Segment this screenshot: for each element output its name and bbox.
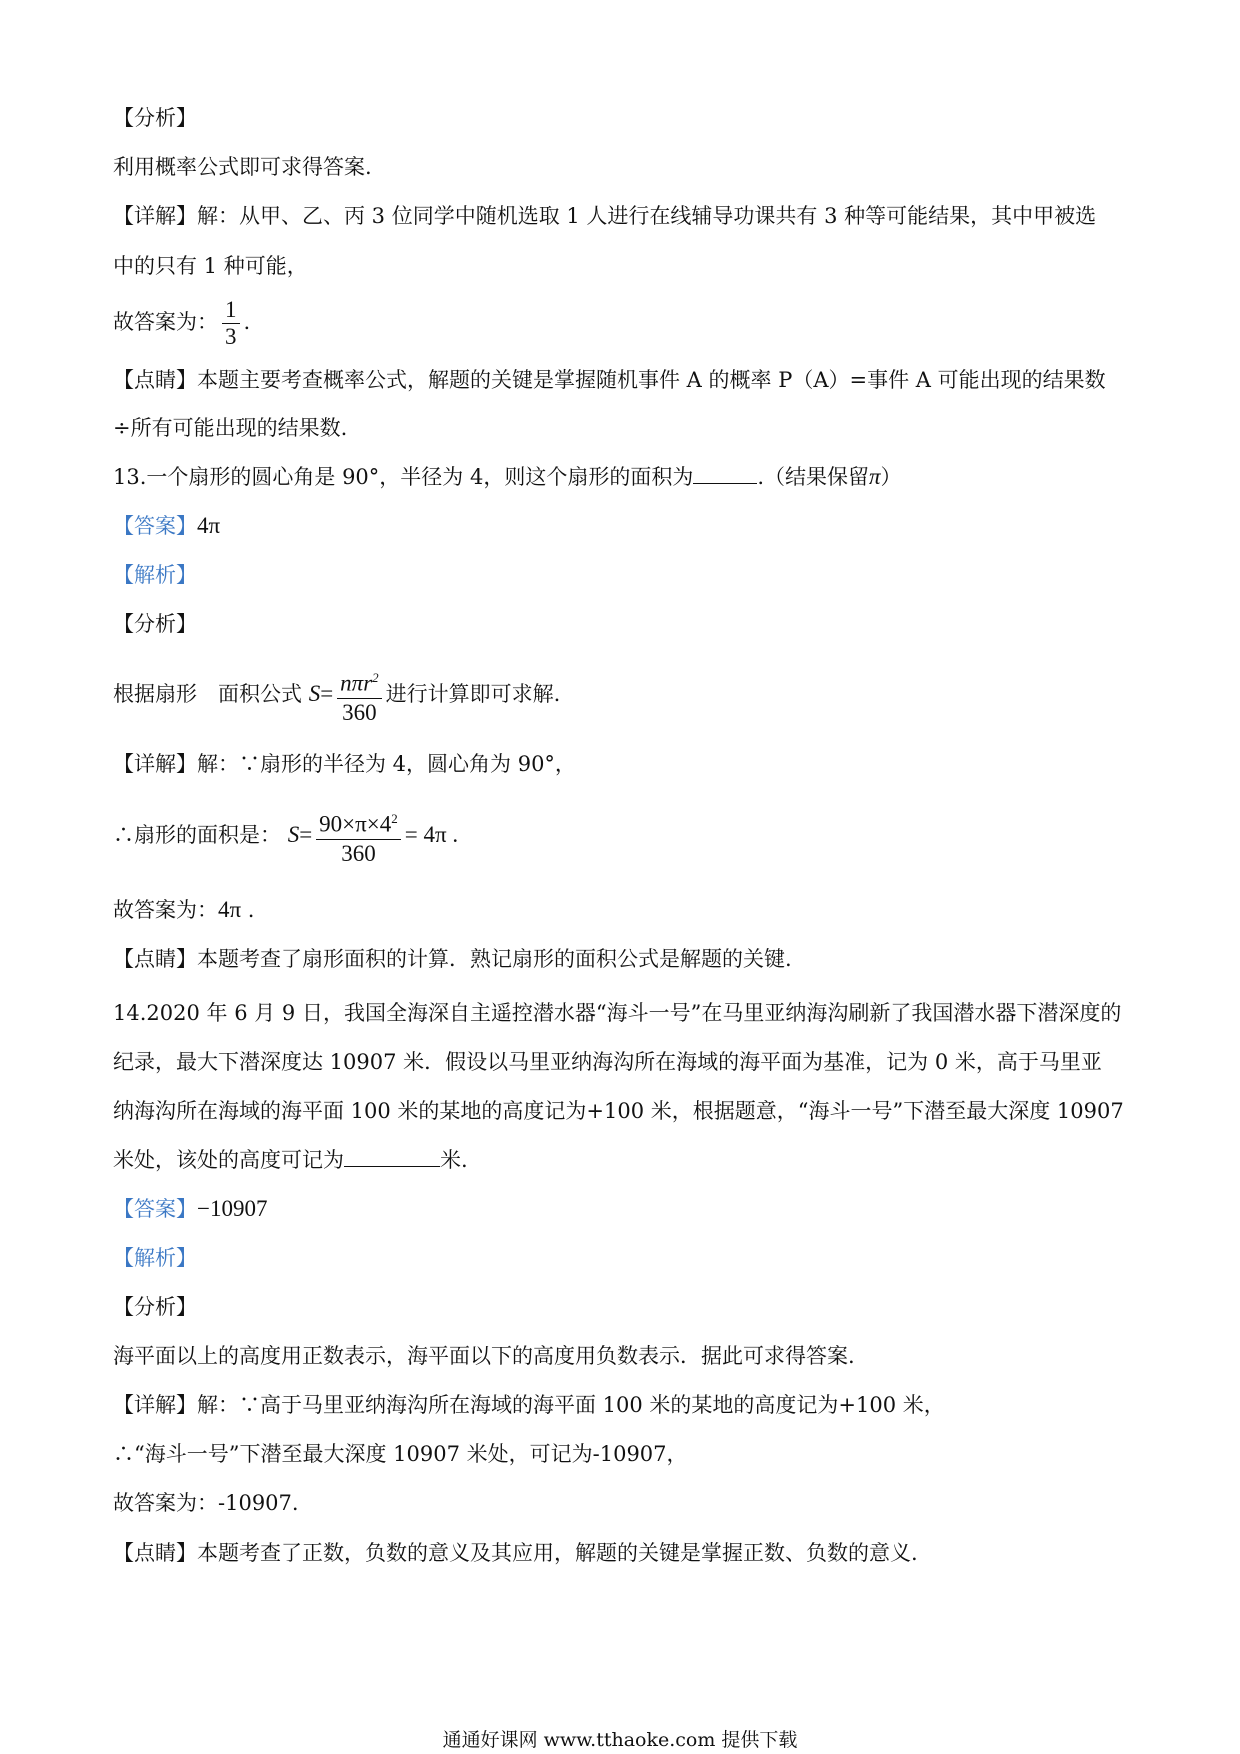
answer-blank <box>693 463 757 484</box>
q14-final-answer: 故答案为：-10907. <box>113 1491 299 1515</box>
q13-dianjing: 【点睛】本题考查了扇形面积的计算．熟记扇形的面积公式是解题的关键. <box>113 947 792 971</box>
q14-dianjing: 【点睛】本题考查了正数，负数的意义及其应用，解题的关键是掌握正数、负数的意义. <box>113 1541 918 1565</box>
q13-final-answer: 故答案为：4π . <box>113 897 255 922</box>
q13-answer: 【答案】4π <box>113 513 221 538</box>
q14-therefore: ∴“海斗一号”下潜至最大深度 10907 米处，可记为-10907， <box>113 1442 688 1466</box>
q14-answer: 【答案】−10907 <box>113 1196 268 1221</box>
q13-fenxi-formula: 根据扇形 面积公式 S= $\frac{n\pi r^2}{360}$ 进行计算即可求解. <box>113 662 1140 727</box>
footer-watermark: 通通好课网 www.tthaoke.com 提供下载 <box>442 1729 798 1751</box>
q14-question-line1: 14.2020 年 6 月 9 日，我国全海深自主遥控潜水器“海斗一号”在马里亚纳海沟刷新了我国潜水器下潜深度的 <box>113 1001 1122 1025</box>
q14-fenxi-heading: 【分析】 <box>113 1295 197 1319</box>
q13-xiangjie: 【详解】解：∵扇形的半径为 4，圆心角为 90°， <box>113 752 576 776</box>
q14-fenxi-text: 海平面以上的高度用正数表示，海平面以下的高度用负数表示．据此可求得答案. <box>113 1344 855 1368</box>
q14-question-line2: 纪录，最大下潜深度达 10907 米．假设以马里亚纳海沟所在海域的海平面为基准，记为 0 米，高于马里亚 <box>113 1050 1102 1074</box>
q14-xiangjie: 【详解】解：∵高于马里亚纳海沟所在海域的海平面 100 米的某地的高度记为+100 米， <box>113 1393 945 1417</box>
q14-jiexi-heading: 【解析】 <box>113 1246 197 1270</box>
q12-xiangjie-line2: 中的只有 1 种可能， <box>113 254 308 278</box>
area-formula-fraction: $\frac{n\pi r^2}{360}$ <box>337 664 381 727</box>
q13-calculation: ∴扇形的面积是： S= $\frac{90\times\pi\times 4^2}{360}$ = 4π . <box>113 803 1140 868</box>
q12-xiangjie: 【详解】解：从甲、乙、丙 3 位同学中随机选取 1 人进行在线辅导功课共有 3 种等可能结果，其中甲被选 <box>113 204 1097 228</box>
q12-fenxi-heading: 【分析】 <box>113 106 197 130</box>
q13-question: 13.一个扇形的圆心角是 90°，半径为 4，则这个扇形的面积为 .（结果保留π） <box>113 464 902 489</box>
calc-fraction: $\frac{90\times\pi\times 4^2}{360}$ <box>316 805 401 868</box>
q14-question-line4: 米处，该处的高度可记为 米. <box>113 1148 468 1172</box>
q12-fenxi-text: 利用概率公式即可求得答案. <box>113 155 372 179</box>
q12-dianjing-line2: ÷所有可能出现的结果数. <box>113 416 348 440</box>
q14-question-line3: 纳海沟所在海域的海平面 100 米的某地的高度记为+100 米，根据题意，“海斗一号”下潜至最大深度 10907 <box>113 1099 1124 1123</box>
q13-jiexi-heading: 【解析】 <box>113 563 197 587</box>
q12-answer: 故答案为： $\frac{1}{3}$ . <box>113 297 251 349</box>
answer-fraction: $\frac{1}{3}$ <box>222 297 240 350</box>
q12-dianjing: 【点睛】本题主要考查概率公式，解题的关键是掌握随机事件 A 的概率 P（A）=事件 A 可能出现的结果数 <box>113 368 1106 392</box>
answer-blank <box>344 1146 440 1167</box>
q13-fenxi-heading: 【分析】 <box>113 612 197 636</box>
